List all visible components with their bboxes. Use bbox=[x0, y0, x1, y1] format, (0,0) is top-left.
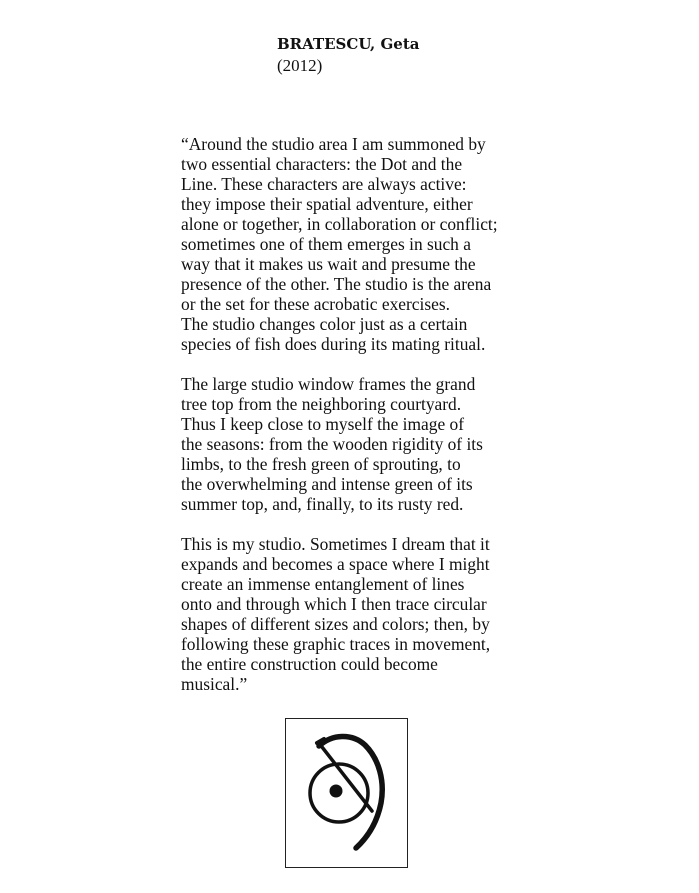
drawing-dot bbox=[330, 785, 343, 798]
artist-year: (2012) bbox=[277, 56, 323, 75]
quote-line: the seasons: from the wooden rigidity of its bbox=[181, 434, 483, 454]
artwork-drawing-frame bbox=[285, 718, 408, 868]
quote-line: tree top from the neighboring courtyard. bbox=[181, 394, 462, 414]
quote-line: onto and through which I then trace circular bbox=[181, 594, 487, 614]
quote-line: the entire construction could become bbox=[181, 654, 438, 674]
dot-and-line-drawing-icon bbox=[286, 719, 407, 867]
quote-line: or the set for these acrobatic exercises. bbox=[181, 294, 450, 314]
quote-line: presence of the other. The studio is the arena bbox=[181, 274, 492, 294]
artist-quote bbox=[181, 134, 561, 694]
quote-line: two essential characters: the Dot and the bbox=[181, 154, 463, 174]
quote-line: following these graphic traces in movement, bbox=[181, 634, 491, 654]
quote-line: limbs, to the fresh green of sprouting, to bbox=[181, 454, 461, 474]
quote-line: shapes of different sizes and colors; then, by bbox=[181, 614, 490, 634]
quote-paragraph bbox=[181, 374, 561, 514]
quote-line: “Around the studio area I am summoned by bbox=[181, 134, 486, 154]
quote-line: expands and becomes a space where I might bbox=[181, 554, 490, 574]
quote-paragraph bbox=[181, 534, 561, 694]
quote-line: summer top, and, finally, to its rusty red. bbox=[181, 494, 464, 514]
quote-line: The studio changes color just as a certain bbox=[181, 314, 468, 334]
quote-line: alone or together, in collaboration or conflict; bbox=[181, 214, 498, 234]
quote-line: Thus I keep close to myself the image of bbox=[181, 414, 464, 434]
quote-line: they impose their spatial adventure, either bbox=[181, 194, 473, 214]
artist-name: BRATESCU, Geta bbox=[277, 35, 420, 53]
quote-paragraph bbox=[181, 134, 561, 354]
quote-line: sometimes one of them emerges in such a bbox=[181, 234, 471, 254]
page-header bbox=[277, 34, 419, 76]
quote-line: create an immense entanglement of lines bbox=[181, 574, 465, 594]
quote-line: The large studio window frames the grand bbox=[181, 374, 476, 394]
quote-line: way that it makes us wait and presume the bbox=[181, 254, 476, 274]
quote-line: musical.” bbox=[181, 674, 248, 694]
quote-line: Line. These characters are always active: bbox=[181, 174, 467, 194]
quote-line: the overwhelming and intense green of its bbox=[181, 474, 473, 494]
quote-line: This is my studio. Sometimes I dream that it bbox=[181, 534, 490, 554]
quote-line: species of fish does during its mating ritual. bbox=[181, 334, 486, 354]
